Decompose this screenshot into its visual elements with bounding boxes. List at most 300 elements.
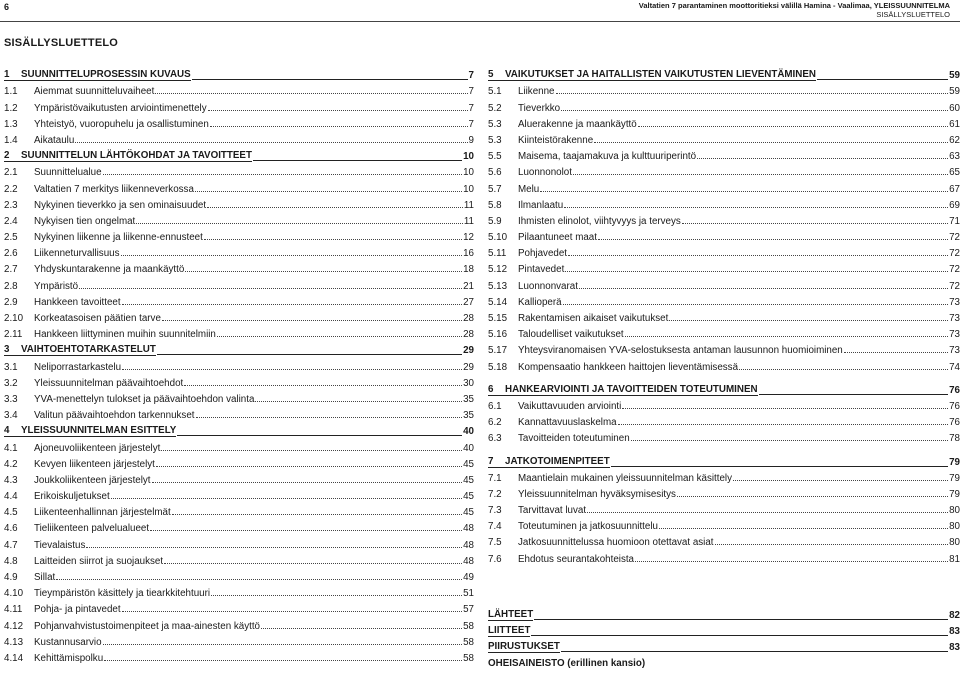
toc-entry-label: YVA-menettelyn tulokset ja päävaihtoehdon valinta	[34, 393, 255, 405]
toc-subsection-entry[interactable]	[4, 373, 474, 389]
toc-leader-dots	[136, 223, 463, 224]
toc-leader-dots	[618, 424, 949, 425]
toc-entry-number: 7.3	[488, 505, 502, 517]
toc-leader-dots	[631, 440, 948, 441]
toc-entry-number: 5.14	[488, 296, 508, 308]
toc-subsection-entry[interactable]	[4, 437, 474, 453]
toc-subsection-entry[interactable]	[488, 97, 960, 113]
toc-page-number: 69	[949, 199, 960, 211]
toc-section-entry[interactable]	[4, 65, 474, 81]
toc-entry-label: Sillat	[34, 572, 56, 583]
toc-entry-number: 3.3	[4, 393, 18, 405]
toc-subsection-entry[interactable]	[488, 162, 960, 178]
toc-entry-label: Ehdotus seurantakohteista	[518, 553, 635, 565]
toc-page-number: 10	[463, 183, 474, 195]
toc-page-number: 79	[949, 488, 960, 500]
toc-leader-dots	[152, 482, 463, 483]
toc-page-number: 7	[468, 102, 474, 114]
toc-subsection-entry[interactable]	[488, 548, 960, 564]
toc-page-number: 73	[949, 345, 960, 357]
toc-entry-number: 3.1	[4, 361, 18, 373]
toc-entry-number: 5	[488, 69, 505, 81]
toc-page-number: 63	[949, 151, 960, 163]
toc-subsection-entry[interactable]	[4, 486, 474, 502]
toc-page-number: 79	[949, 472, 960, 484]
toc-entry-number: 2.10	[4, 313, 24, 324]
toc-leader-dots	[733, 480, 948, 481]
toc-page-number: 59	[949, 86, 960, 98]
toc-leader-dots	[255, 401, 462, 402]
toc-appendix-entry[interactable]	[488, 605, 960, 621]
toc-page-number: 58	[463, 620, 474, 632]
toc-entry-number: 5.10	[488, 232, 508, 244]
toc-spacer	[488, 373, 960, 380]
toc-leader-dots	[204, 239, 462, 240]
toc-page-number: 45	[463, 491, 474, 503]
toc-leader-dots	[568, 255, 948, 256]
toc-entry-number: 4.3	[4, 474, 18, 486]
toc-page-number: 48	[463, 555, 474, 567]
toc-entry-label: Luonnonolot	[518, 167, 572, 179]
toc-entry-label: Maantielain mukainen yleissuunnitelman käsittely	[518, 472, 733, 484]
toc-entry-number: 5.16	[488, 329, 508, 341]
toc-subsection-entry[interactable]	[488, 484, 960, 500]
toc-page-number: 21	[463, 280, 474, 292]
toc-entry-label: Kustannusarvio	[34, 636, 102, 648]
toc-subsection-entry[interactable]	[4, 81, 474, 97]
toc-entry-label: Tieverkko	[518, 102, 561, 114]
toc-entry-number: 4.6	[4, 523, 18, 535]
toc-entry-label: VAIHTOEHTOTARKASTELUT	[21, 344, 156, 356]
toc-subsection-entry[interactable]	[488, 178, 960, 194]
toc-entry-label: Kehittämispolku	[34, 652, 104, 664]
toc-page-number: 7	[468, 70, 474, 82]
toc-page-number: 73	[949, 313, 960, 324]
toc-subsection-entry[interactable]	[488, 130, 960, 146]
toc-subsection-entry[interactable]	[4, 583, 474, 599]
toc-page-number: 30	[463, 377, 474, 389]
toc-entry-number: 2.7	[4, 264, 18, 276]
toc-leader-dots	[104, 660, 462, 661]
toc-leader-dots	[208, 110, 468, 111]
toc-section-entry[interactable]	[488, 451, 960, 467]
toc-page-number: 83	[949, 626, 960, 637]
toc-leader-dots	[261, 628, 462, 629]
toc-entry-label: Valtatien 7 merkitys liikenneverkossa	[34, 183, 194, 195]
toc-subsection-entry[interactable]	[488, 114, 960, 130]
toc-leader-dots	[579, 288, 948, 289]
toc-leader-dots	[534, 619, 948, 620]
toc-leader-dots	[177, 435, 462, 436]
toc-subsection-entry[interactable]	[488, 396, 960, 412]
toc-entry-label: Pohjavedet	[518, 248, 568, 260]
toc-subsection-entry[interactable]	[488, 195, 960, 211]
toc-subsection-entry[interactable]	[4, 195, 474, 211]
toc-page-number: 49	[463, 572, 474, 583]
toc-leader-dots	[75, 142, 467, 143]
toc-entry-label: Tievalaistus	[34, 539, 86, 551]
toc-entry-number: 5.1	[488, 86, 502, 98]
toc-subsection-entry[interactable]	[488, 275, 960, 291]
toc-entry-number: 7.2	[488, 488, 502, 500]
toc-entry-number: 7.4	[488, 521, 502, 533]
toc-entry-label: Joukkoliikenteen järjestelyt	[34, 474, 151, 486]
toc-entry-label: Nykyinen tieverkko ja sen ominaisuudet	[34, 199, 207, 211]
toc-entry-label: Ilmanlaatu	[518, 199, 564, 211]
toc-entry-label: Yhteysviranomaisen YVA-selostuksesta antaman lausunnon huomioiminen	[518, 345, 843, 357]
toc-section-entry[interactable]	[4, 340, 474, 356]
toc-subsection-entry[interactable]	[4, 632, 474, 648]
toc-page-number: 83	[949, 642, 960, 654]
toc-page-number: 61	[949, 118, 960, 130]
toc-subsection-entry[interactable]	[4, 356, 474, 372]
toc-entry-label: Yleissuunnitelman päävaihtoehdot	[34, 377, 184, 389]
toc-page-number: 76	[949, 400, 960, 412]
toc-page-number: 28	[463, 313, 474, 324]
toc-leader-dots	[103, 644, 463, 645]
toc-right-column	[488, 65, 960, 669]
toc-entry-number: 1.1	[4, 86, 18, 98]
toc-entry-label: Melu	[518, 183, 540, 195]
toc-entry-label: Toteutuminen ja jatkosuunnittelu	[518, 521, 658, 533]
toc-entry-number: 6.1	[488, 400, 502, 412]
toc-appendix-entry[interactable]	[488, 653, 960, 669]
toc-entry-label: Aiemmat suunnitteluvaiheet	[34, 86, 155, 98]
toc-entry-label: Nykyisen tien ongelmat	[34, 215, 136, 227]
toc-subsection-entry[interactable]	[488, 428, 960, 444]
toc-leader-dots	[162, 320, 462, 321]
toc-page-number: 59	[949, 70, 960, 82]
toc-entry-number: 6	[488, 384, 505, 396]
toc-page-number: 62	[949, 134, 960, 146]
toc-entry-label: Ihmisten elinolot, viihtyvyys ja terveys	[518, 215, 681, 227]
toc-entry-number: 6.3	[488, 433, 502, 445]
toc-leader-dots	[565, 271, 948, 272]
toc-subsection-entry[interactable]	[4, 97, 474, 113]
toc-leader-dots	[111, 498, 462, 499]
toc-leader-dots	[531, 635, 948, 636]
toc-leader-dots	[561, 651, 948, 652]
toc-entry-number: 4.1	[4, 442, 18, 454]
toc-subsection-entry[interactable]	[488, 532, 960, 548]
toc-section-entry[interactable]	[488, 65, 960, 81]
toc-subsection-entry[interactable]	[488, 211, 960, 227]
toc-entry-label: Vaikuttavuuden arviointi	[518, 400, 622, 412]
running-header-subtitle: SISÄLLYSLUETTELO	[876, 10, 950, 19]
toc-leader-dots	[697, 158, 948, 159]
toc-entry-number: 5.18	[488, 361, 508, 373]
toc-page-number: 74	[949, 361, 960, 373]
toc-entry-number: 4.2	[4, 458, 18, 470]
toc-section-entry[interactable]	[4, 146, 474, 162]
toc-leader-dots	[556, 93, 949, 94]
toc-leader-dots	[561, 110, 948, 111]
toc-entry-number: 4.9	[4, 572, 18, 583]
toc-entry-number: 5.8	[488, 199, 502, 211]
toc-entry-number: 5.7	[488, 183, 502, 195]
toc-section-entry[interactable]	[4, 421, 474, 437]
toc-page-number: 80	[949, 521, 960, 533]
toc-entry-label: Kompensaatio hankkeen haittojen lieventämisessä	[518, 361, 739, 373]
toc-subsection-entry[interactable]	[4, 518, 474, 534]
toc-subsection-entry[interactable]	[4, 502, 474, 518]
toc-entry-number: 2.11	[4, 329, 23, 341]
toc-leader-dots	[217, 336, 462, 337]
toc-leader-dots	[659, 528, 948, 529]
toc-subsection-entry[interactable]	[4, 454, 474, 470]
toc-entry-label: Kannattavuuslaskelma	[518, 417, 617, 429]
toc-leader-dots	[638, 126, 948, 127]
header-divider	[0, 21, 960, 22]
toc-subsection-entry[interactable]	[488, 500, 960, 516]
toc-entry-number: 5.11	[488, 248, 507, 260]
toc-subsection-entry[interactable]	[488, 259, 960, 275]
toc-entry-label: LIITTEET	[488, 625, 531, 636]
toc-subsection-entry[interactable]	[488, 227, 960, 243]
toc-page-number: 28	[463, 329, 474, 341]
toc-leader-dots	[86, 547, 462, 548]
toc-subsection-entry[interactable]	[488, 243, 960, 259]
toc-leader-dots	[122, 611, 462, 612]
toc-page-number: 65	[949, 167, 960, 179]
toc-entry-label: Yhteistyö, vuoropuhelu ja osallistuminen	[34, 118, 209, 130]
toc-entry-label: Liikenne	[518, 86, 555, 98]
toc-entry-label: Kallioperä	[518, 296, 562, 308]
toc-subsection-entry[interactable]	[488, 412, 960, 428]
toc-leader-dots	[817, 79, 948, 80]
toc-page-number: 72	[949, 280, 960, 292]
toc-page-number: 79	[949, 456, 960, 468]
toc-page-number: 29	[463, 361, 474, 373]
toc-entry-number: 2.6	[4, 248, 18, 260]
toc-subsection-entry[interactable]	[4, 292, 474, 308]
toc-entry-label: HANKEARVIOINTI JA TAVOITTEIDEN TOTEUTUMINEN	[505, 383, 758, 395]
toc-page-number: 57	[463, 604, 474, 616]
toc-leader-dots	[611, 466, 948, 467]
toc-page-number: 35	[463, 393, 474, 405]
toc-entry-label: Valitun päävaihtoehdon tarkennukset	[34, 410, 195, 422]
toc-entry-label: Yleissuunnitelman hyväksymisesitys	[518, 488, 676, 500]
toc-subsection-entry[interactable]	[4, 275, 474, 291]
toc-leader-dots	[164, 563, 462, 564]
toc-subsection-entry[interactable]	[488, 81, 960, 97]
toc-leader-dots	[79, 288, 462, 289]
toc-entry-label: PIIRUSTUKSET	[488, 641, 560, 653]
toc-subsection-entry[interactable]	[488, 292, 960, 308]
toc-subsection-entry[interactable]	[4, 130, 474, 146]
toc-subsection-entry[interactable]	[4, 567, 474, 583]
toc-entry-number: 2.5	[4, 232, 18, 244]
toc-page-number: 81	[949, 553, 960, 565]
toc-page-number: 16	[463, 248, 474, 260]
toc-subsection-entry[interactable]	[4, 615, 474, 631]
toc-entry-label: Kevyen liikenteen järjestelyt	[34, 458, 155, 470]
toc-entry-label: SUUNNITTELUN LÄHTÖKOHDAT JA TAVOITTEET	[21, 150, 252, 162]
toc-subsection-entry[interactable]	[4, 405, 474, 421]
toc-subsection-entry[interactable]	[488, 146, 960, 162]
toc-entry-label: Tieympäristön käsittely ja tiearkkitehtuuri	[34, 588, 211, 600]
toc-page-number: 71	[949, 215, 960, 227]
toc-entry-label: SUUNNITTELUPROSESSIN KUVAUS	[21, 69, 191, 81]
toc-entry-number: 2.2	[4, 183, 18, 195]
toc-page-number: 7	[468, 86, 474, 98]
toc-page-number: 18	[463, 264, 474, 276]
toc-page-number: 72	[949, 248, 960, 260]
toc-entry-number: 1.4	[4, 134, 18, 146]
toc-entry-label: Ympäristövaikutusten arviointimenettely	[34, 102, 207, 114]
toc-leader-dots	[564, 207, 948, 208]
toc-subsection-entry[interactable]	[4, 599, 474, 615]
running-header-title: Valtatien 7 parantaminen moottoritieksi välillä Hamina - Vaalimaa, YLEISSUUNNITELMA	[638, 1, 950, 10]
toc-entry-number: 5.15	[488, 313, 508, 324]
toc-leader-dots	[157, 354, 462, 355]
toc-entry-number: 1	[4, 69, 21, 81]
toc-entry-number: 1.3	[4, 118, 18, 130]
toc-subsection-entry[interactable]	[4, 648, 474, 664]
toc-entry-number: 2	[4, 150, 21, 162]
toc-leader-dots	[563, 304, 949, 305]
toc-page-number: 73	[949, 296, 960, 308]
toc-leader-dots	[185, 271, 462, 272]
toc-page-number: 58	[463, 636, 474, 648]
toc-leader-dots	[622, 408, 948, 409]
toc-subsection-entry[interactable]	[488, 516, 960, 532]
toc-entry-number: 6.2	[488, 417, 502, 429]
toc-leader-dots	[103, 174, 463, 175]
toc-leader-dots	[155, 93, 467, 94]
toc-entry-number: 4.11	[4, 604, 23, 616]
toc-page-number: 51	[463, 588, 474, 600]
toc-entry-number: 2.4	[4, 215, 18, 227]
toc-entry-number: 4	[4, 425, 21, 437]
toc-entry-label: Pohja- ja pintavedet	[34, 604, 121, 616]
toc-leader-dots	[196, 417, 463, 418]
toc-leader-dots	[121, 255, 463, 256]
toc-entry-number: 3.2	[4, 377, 18, 389]
toc-entry-label: Neliporrastarkastelu	[34, 361, 122, 373]
toc-subsection-entry[interactable]	[488, 340, 960, 356]
page-title: SISÄLLYSLUETTELO	[4, 37, 119, 49]
toc-subsection-entry[interactable]	[4, 534, 474, 550]
toc-leader-dots	[195, 191, 462, 192]
toc-entry-label: LÄHTEET	[488, 608, 534, 620]
toc-entry-number: 7.1	[488, 472, 502, 484]
toc-entry-label: Ympäristö	[34, 280, 79, 292]
toc-subsection-entry[interactable]	[4, 308, 474, 324]
toc-entry-label: Pohjanvahvistustoimenpiteet ja maa-ainesten käyttö	[34, 620, 261, 632]
toc-entry-number: 5.2	[488, 102, 502, 114]
toc-page-number: 82	[949, 609, 960, 621]
toc-entry-number: 5.5	[488, 151, 502, 163]
toc-leader-dots	[122, 304, 463, 305]
toc-entry-number: 7	[488, 456, 505, 468]
toc-leader-dots	[211, 595, 462, 596]
toc-leader-dots	[844, 352, 948, 353]
toc-entry-number: 4.13	[4, 636, 24, 648]
toc-entry-label: JATKOTOIMENPITEET	[505, 455, 610, 467]
toc-subsection-entry[interactable]	[4, 227, 474, 243]
toc-entry-label: Rakentamisen aikaiset vaikutukset	[518, 313, 669, 324]
toc-entry-number: 4.12	[4, 620, 24, 632]
toc-subsection-entry[interactable]	[488, 308, 960, 324]
toc-subsection-entry[interactable]	[4, 211, 474, 227]
toc-left-column	[4, 65, 474, 664]
toc-entry-label: Pilaantuneet maat	[518, 232, 597, 244]
toc-subsection-entry[interactable]	[4, 470, 474, 486]
toc-appendix-entry[interactable]	[488, 621, 960, 637]
toc-page-number: 78	[949, 433, 960, 445]
toc-entry-label: YLEISSUUNNITELMAN ESITTELY	[21, 425, 177, 437]
toc-page-number: 40	[463, 426, 474, 438]
toc-entry-number: 2.3	[4, 199, 18, 211]
toc-subsection-entry[interactable]	[4, 389, 474, 405]
toc-leader-dots	[594, 142, 948, 143]
toc-page-number: 11	[463, 215, 474, 227]
toc-subsection-entry[interactable]	[4, 243, 474, 259]
toc-entry-number: 4.10	[4, 588, 24, 600]
toc-entry-number: 4.4	[4, 491, 18, 503]
toc-page-number: 58	[463, 652, 474, 664]
toc-leader-dots	[161, 450, 462, 451]
toc-page-number: 45	[463, 458, 474, 470]
toc-page-number: 80	[949, 505, 960, 517]
toc-entry-label: Suunnittelualue	[34, 167, 102, 179]
toc-page-number: 72	[949, 232, 960, 244]
toc-entry-label: Pintavedet	[518, 264, 565, 276]
toc-subsection-entry[interactable]	[4, 178, 474, 194]
toc-page-number: 27	[463, 296, 474, 308]
toc-entry-number: 2.1	[4, 167, 18, 179]
toc-leader-dots	[207, 207, 463, 208]
toc-entry-number: 5.6	[488, 167, 502, 179]
toc-entry-label: Aikataulu	[34, 134, 75, 146]
toc-page-number: 73	[949, 329, 960, 341]
toc-spacer	[488, 565, 960, 605]
toc-page-number: 48	[463, 523, 474, 535]
toc-subsection-entry[interactable]	[488, 468, 960, 484]
toc-entry-number: 1.2	[4, 102, 18, 114]
toc-page-number: 40	[463, 442, 474, 454]
toc-entry-label: Tarvittavat luvat	[518, 505, 587, 517]
toc-entry-label: Maisema, taajamakuva ja kulttuuriperintö	[518, 151, 697, 163]
toc-entry-label: Tieliikenteen palvelualueet	[34, 523, 150, 535]
toc-page-number: 72	[949, 264, 960, 276]
toc-subsection-entry[interactable]	[4, 324, 474, 340]
toc-entry-number: 2.9	[4, 296, 18, 308]
toc-entry-number: 7.6	[488, 553, 502, 565]
toc-subsection-entry[interactable]	[4, 551, 474, 567]
toc-appendix-entry[interactable]	[488, 637, 960, 653]
toc-leader-dots	[598, 239, 948, 240]
toc-page-number: 80	[949, 537, 960, 549]
toc-subsection-entry[interactable]	[488, 324, 960, 340]
toc-leader-dots	[669, 320, 948, 321]
toc-subsection-entry[interactable]	[4, 259, 474, 275]
toc-subsection-entry[interactable]	[4, 162, 474, 178]
toc-page-number: 12	[463, 232, 474, 244]
toc-entry-label: Kiinteistörakenne	[518, 134, 594, 146]
toc-leader-dots	[715, 544, 949, 545]
toc-leader-dots	[122, 369, 462, 370]
toc-section-entry[interactable]	[488, 380, 960, 396]
toc-entry-number: 5.3	[488, 134, 502, 146]
toc-leader-dots	[677, 496, 948, 497]
toc-subsection-entry[interactable]	[488, 356, 960, 372]
running-header	[639, 1, 950, 19]
toc-leader-dots	[56, 579, 462, 580]
toc-entry-number: 5.9	[488, 215, 502, 227]
toc-subsection-entry[interactable]	[4, 114, 474, 130]
